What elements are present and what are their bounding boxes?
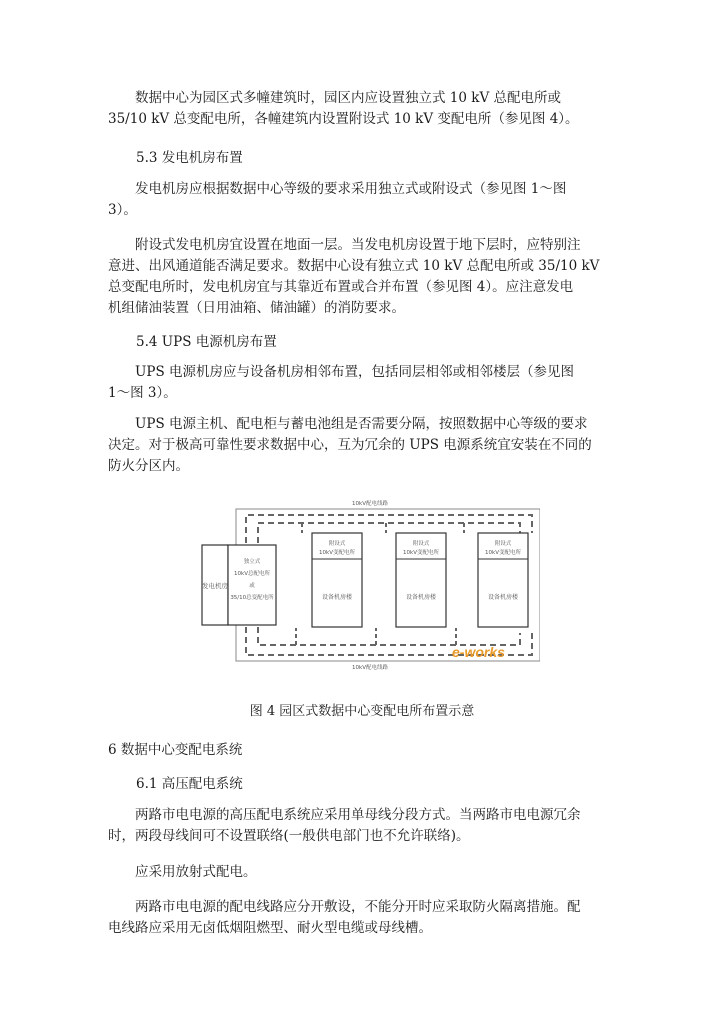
text-line: 意进、出风通道能否满足要求。数据中心设有独立式 10 kV 总配电所或 35/10 kV <box>108 258 600 274</box>
main-substation-label: 或 <box>249 583 255 589</box>
text-line: 附设式发电机房宜设置在地面一层。当发电机房设置于地下层时，应特别注 <box>135 237 581 253</box>
generator-room-label: 发电机房 <box>202 582 228 590</box>
building-2-room-label: 设备机房楼 <box>405 594 437 601</box>
equipment-building-2 <box>396 533 446 627</box>
equipment-building-1 <box>312 533 362 627</box>
building-1-sub-label: 10kV变配电所 <box>319 550 355 556</box>
text-line: 防火分区内。 <box>108 458 189 474</box>
section-heading-5-3: 5.3 发电机房布置 <box>136 150 243 166</box>
text-line: 两路市电电源的配电线路应分开敷设，不能分开时应采取防火隔离措施。配 <box>135 899 581 915</box>
bottom-feeder-line-inner <box>258 627 520 645</box>
feeder-drops <box>302 523 464 533</box>
text-line: 时，两段母线间可不设置联络(一般供电部门也不允许联络)。 <box>108 828 470 844</box>
section-heading-6-1: 6.1 高压配电系统 <box>136 776 243 792</box>
text-line: UPS 电源主机、配电柜与蓄电池组是否需要分隔，按照数据中心等级的要求 <box>135 416 588 432</box>
text-line: 发电机房应根据数据中心等级的要求采用独立式或附设式（参见图 1～图 <box>135 181 567 197</box>
bottom-line-label: 10kV配电线路 <box>352 665 388 671</box>
building-3-room-label: 设备机房楼 <box>487 594 519 601</box>
feeder-drops-bottom <box>296 628 456 645</box>
text-line: 数据中心为园区式多幢建筑时，园区内应设置独立式 10 kV 总配电所或 <box>135 90 561 106</box>
text-line: 两路市电电源的高压配电系统应采用单母线分段方式。当两路市电电源冗余 <box>135 807 581 823</box>
text-line: UPS 电源机房应与设备机房相邻布置，包括同层相邻或相邻楼层（参见图 <box>135 364 574 380</box>
equipment-building-3 <box>478 533 528 627</box>
text-line: 电线路应采用无卤低烟阻燃型、耐火型电缆或母线槽。 <box>108 920 432 936</box>
section-heading-5-4: 5.4 UPS 电源机房布置 <box>136 334 277 350</box>
eworks-logo: e-works <box>452 644 505 660</box>
main-substation-label: 独立式 <box>243 559 261 565</box>
section-heading-6: 6 数据中心变配电系统 <box>108 742 243 758</box>
text-line: 总变配电所时，发电机房宜与其靠近布置或合并布置（参见图 4）。应注意发电 <box>108 279 574 295</box>
building-3-sub-label: 10kV变配电所 <box>485 550 521 556</box>
main-substation-label: 35/10总变配电所 <box>230 595 274 601</box>
building-1-room-label: 设备机房楼 <box>321 594 353 601</box>
paragraph-generator-room <box>108 179 618 221</box>
text-line: 决定。对于极高可靠性要求数据中心，互为冗余的 UPS 电源系统宜安装在不同的 <box>108 437 592 453</box>
text-line: 应采用放射式配电。 <box>135 864 257 880</box>
figure-4-diagram <box>200 493 540 673</box>
paragraph-campus-substation <box>108 88 618 130</box>
building-1-sub-label: 附设式 <box>328 541 346 547</box>
text-line: 35/10 kV 总变配电所，各幢建筑内设置附设式 10 kV 变配电所（参见图 4）。 <box>108 111 579 127</box>
building-3-sub-label: 附设式 <box>494 541 512 547</box>
figure-4-caption: 图 4 园区式数据中心变配电所布置示意 <box>249 704 475 719</box>
paragraph-ups-separation <box>108 414 618 477</box>
text-line: 机组储油装置（日用油箱、储油罐）的消防要求。 <box>108 300 405 316</box>
text-line: 3）。 <box>108 202 137 218</box>
main-substation-label: 10kV总配电所 <box>234 571 270 577</box>
paragraph-hv-distribution <box>108 805 618 847</box>
paragraph-radial-distribution <box>108 862 618 883</box>
paragraph-cable-routing <box>108 897 618 939</box>
paragraph-ups-room <box>108 362 618 404</box>
building-2-sub-label: 附设式 <box>412 541 430 547</box>
top-line-label: 10kV配电线路 <box>352 501 388 507</box>
paragraph-attached-generator <box>108 235 618 319</box>
text-line: 1～图 3）。 <box>108 385 177 401</box>
building-2-sub-label: 10kV变配电所 <box>403 550 439 556</box>
